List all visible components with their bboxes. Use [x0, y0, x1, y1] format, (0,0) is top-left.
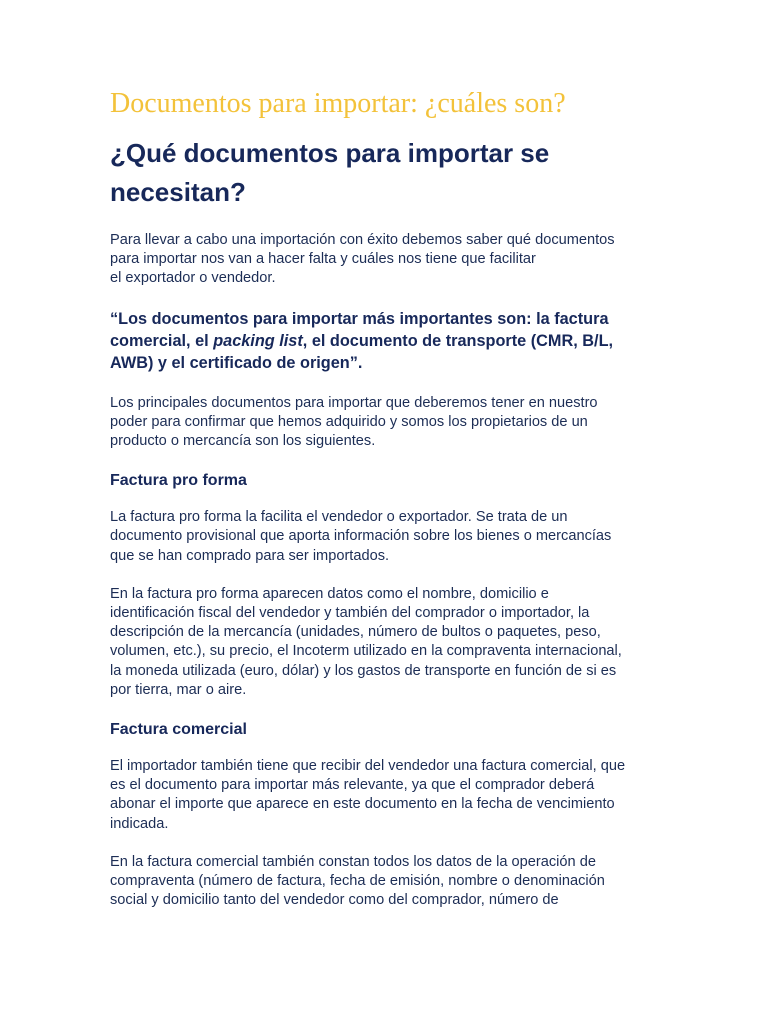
text-line: La factura pro forma la facilita el vendedor o exportador. Se trata de un: [110, 509, 568, 526]
text-line: poder para confirmar que hemos adquirido y somos los propietarios de un: [110, 413, 588, 430]
comercial-paragraph-2: [110, 853, 655, 911]
text-line: abonar el importe que aparece en este documento en la fecha de vencimiento: [110, 796, 615, 813]
document-page: [110, 86, 655, 929]
text-line: por tierra, mar o aire.: [110, 681, 247, 698]
quote-line: [110, 330, 655, 352]
text-line: En la factura pro forma aparecen datos como el nombre, domicilio e: [110, 585, 549, 602]
section-heading-proforma: Factura pro forma: [110, 472, 247, 490]
text-line: Los principales documentos para importar que deberemos tener en nuestro: [110, 394, 598, 411]
highlight-quote: [110, 308, 655, 374]
text-line: para importar nos van a hacer falta y cuáles nos tiene que facilitar: [110, 251, 536, 268]
text-line: social y domicilio tanto del vendedor como del comprador, número de: [110, 892, 559, 909]
document-title: Documentos para importar: ¿cuáles son?: [110, 88, 566, 119]
quote-text: , el documento de transporte (CMR, B/L,: [302, 331, 614, 350]
text-line: identificación fiscal del vendedor y también del comprador o importador, la: [110, 605, 590, 622]
text-line: producto o mercancía son los siguientes.: [110, 433, 376, 450]
text-line: la moneda utilizada (euro, dólar) y los gastos de transporte en función de si es: [110, 662, 617, 679]
quote-line: AWB) y el certificado de origen”.: [110, 353, 363, 372]
text-line: El importador también tiene que recibir del vendedor una factura comercial, que: [110, 758, 626, 775]
main-heading-line: ¿Qué documentos para importar se: [110, 138, 550, 168]
comercial-paragraph-1: [110, 757, 655, 834]
text-line: es el documento para importar más relevante, ya que el comprador deberá: [110, 777, 595, 794]
principal-paragraph: [110, 394, 655, 452]
text-line: volumen, etc.), su precio, el Incoterm utilizado en la compraventa internacional,: [110, 643, 622, 660]
quote-emphasis: packing list: [213, 331, 303, 350]
proforma-paragraph-2: [110, 585, 655, 700]
main-heading-line: necesitan?: [110, 177, 246, 207]
text-line: En la factura comercial también constan todos los datos de la operación de: [110, 853, 596, 870]
text-line: descripción de la mercancía (unidades, número de bultos o paquetes, peso,: [110, 624, 601, 641]
main-heading: [110, 134, 655, 212]
text-line: indicada.: [110, 815, 169, 832]
proforma-paragraph-1: [110, 508, 655, 566]
text-line: Para llevar a cabo una importación con éxito debemos saber qué documentos: [110, 232, 615, 248]
section-heading-comercial: Factura comercial: [110, 721, 247, 739]
intro-paragraph: [110, 231, 655, 289]
text-line: documento provisional que aporta información sobre los bienes o mercancías: [110, 528, 612, 545]
text-line: que se han comprado para ser importados.: [110, 547, 390, 564]
text-line: compraventa (número de factura, fecha de emisión, nombre o denominación: [110, 873, 605, 890]
text-line: el exportador o vendedor.: [110, 270, 276, 287]
quote-line: “Los documentos para importar más importantes son: la factura: [110, 309, 609, 328]
quote-text: comercial, el: [110, 331, 214, 350]
